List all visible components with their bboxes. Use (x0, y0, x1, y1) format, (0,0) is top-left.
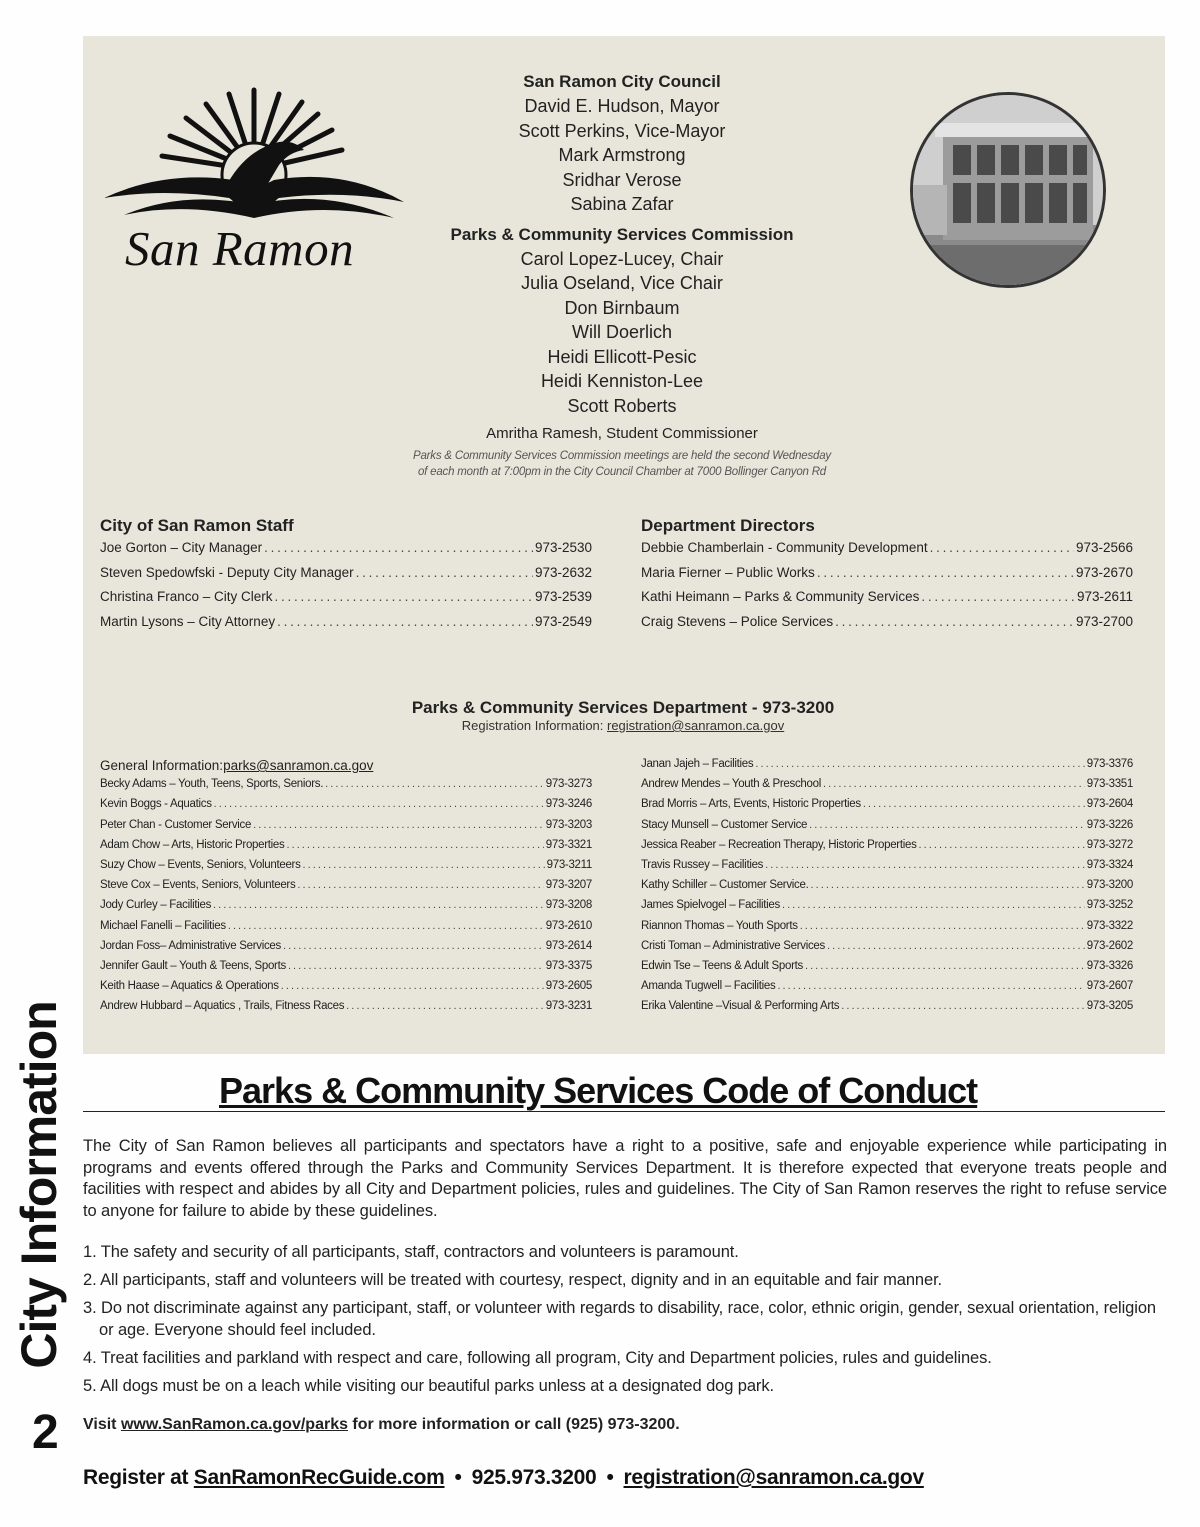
council-member: David E. Hudson, Mayor (524, 96, 720, 116)
directory-right (641, 758, 1133, 1020)
student-commissioner: Amritha Ramesh, Student Commissioner (486, 425, 758, 442)
directory-phone: 973-3211 (546, 858, 592, 871)
directory-phone: 973-3226 (1086, 818, 1133, 831)
directory-row (641, 920, 1133, 940)
commission-heading: Parks & Community Services Commission (450, 224, 794, 244)
directory-row (641, 859, 1133, 879)
section-side-label (8, 995, 70, 1375)
directory-phone: 973-3252 (1086, 899, 1133, 912)
directory-phone: 973-2607 (1086, 980, 1133, 993)
directory-phone: 973-3203 (545, 818, 592, 831)
directory-row (641, 899, 1133, 919)
directory-phone: 973-3324 (1086, 858, 1133, 871)
directory-phone: 973-3231 (545, 1000, 592, 1013)
directory-phone: 973-3326 (1086, 959, 1133, 972)
directory-name: Jessica Reaber – Recreation Therapy, Historic Properties (641, 838, 917, 851)
general-info: General Information: parks@sanramon.ca.gov (100, 758, 374, 773)
directory-phone: 973-3200 (1086, 879, 1133, 892)
meeting-note: Parks & Community Services Commission meetings are held the second Wednesday of each month at 7:00pm in the City Council Chamber at 7000 Bollinger Canyon Rd (413, 450, 831, 478)
directory-name: Andrew Mendes – Youth & Preschool (641, 778, 821, 791)
directory-row (641, 839, 1133, 859)
staff-row: Christina Franco – City Clerk . . . 973-2539 (100, 589, 592, 614)
directory-row (641, 960, 1133, 980)
directory-name: Cristi Toman – Administrative Services (641, 939, 825, 952)
directors-section (641, 516, 1133, 638)
pcsd-header (383, 698, 863, 733)
directory-name: Kevin Boggs - Aquatics (100, 798, 212, 811)
directory-phone: 973-3321 (545, 838, 592, 851)
directory-name: Travis Russey – Facilities (641, 858, 764, 871)
directory-name: Peter Chan - Customer Service (100, 818, 252, 831)
commission-member: Scott Roberts (567, 395, 677, 416)
directory-row (641, 819, 1133, 839)
director-row: Craig Stevens – Police Services . . . 973-2700 (641, 614, 1133, 639)
directory-row (100, 899, 592, 919)
directory-name: Kathy Schiller – Customer Service. (641, 879, 809, 892)
general-email-link[interactable]: parks@sanramon.ca.gov (223, 758, 374, 773)
directory-row (641, 879, 1133, 899)
directory-name: Jody Curley – Facilities (100, 899, 212, 912)
building-icon (913, 95, 1106, 288)
directory-phone: 973-3208 (545, 899, 592, 912)
directory-name: Michael Fanelli – Facilities (100, 919, 226, 932)
directory-name: Jordan Foss– Administrative Services (100, 939, 281, 952)
code-of-conduct-heading: Parks & Community Services Code of Conduct (83, 1070, 1165, 1112)
staff-row: Steven Spedowfski - Deputy City Manager . . . 973-2632 (100, 565, 592, 590)
conduct-item: 5. All dogs must be on a leach while visiting our beautiful parks unless at a designated dog park. (83, 1376, 774, 1395)
director-row: Kathi Heimann – Parks & Community Services . . . 973-2611 (641, 589, 1133, 614)
directory-phone: 973-2610 (545, 919, 592, 932)
footer: Register at SanRamonRecGuide.com • 925.973.3200 • registration@sanramon.ca.gov (83, 1466, 924, 1489)
directory-phone: 973-3246 (545, 798, 592, 811)
directory-row (641, 940, 1133, 960)
directory-row (641, 758, 1133, 778)
directory-phone: 973-3351 (1086, 778, 1133, 791)
city-hall-photo (910, 92, 1106, 288)
directory-phone: 973-3205 (1086, 1000, 1133, 1013)
directory-name: Erika Valentine –Visual & Performing Arts (641, 1000, 840, 1013)
directory-name: Becky Adams – Youth, Teens, Sports, Seniors. (100, 778, 324, 791)
conduct-item: 1. The safety and security of all participants, staff, contractors and volunteers is paramount. (83, 1243, 739, 1261)
directory-row (100, 819, 592, 839)
directory-name: Stacy Munsell – Customer Service (641, 818, 808, 831)
directory-row (100, 879, 592, 899)
council-block (392, 70, 852, 480)
directory-name: Edwin Tse – Teens & Adult Sports (641, 959, 803, 972)
directory-row (100, 980, 592, 1000)
parks-website-link[interactable]: www.SanRamon.ca.gov/parks (120, 1416, 348, 1433)
directory-phone: 973-3272 (1086, 838, 1133, 851)
logo-text: San Ramon (125, 221, 355, 276)
directory-phone: 973-2605 (545, 980, 592, 993)
code-of-conduct-intro: The City of San Ramon believes all participants and spectators have a right to a positive, safe and enjoyable experience while participating in programs and events offered through the Parks and Community Services Department. It is therefore expected that everyone treats people and facilities with respect and abides by all City and Department policies, rules and guidelines. The City of San Ramon reserves the right to refuse service to anyone for failure to abide by these guidelines. (83, 1137, 1167, 1220)
directory-left (100, 758, 592, 1020)
footer-phone: 925.973.3200 (471, 1466, 597, 1489)
council-heading: San Ramon City Council (523, 72, 721, 91)
council-member: Sabina Zafar (570, 194, 674, 214)
directory-row (100, 940, 592, 960)
directory-row (100, 1000, 592, 1020)
directory-row (100, 960, 592, 980)
directory-phone: 973-3375 (545, 959, 592, 972)
council-member: Sridhar Verose (562, 169, 682, 190)
footer-email-link[interactable]: registration@sanramon.ca.gov (623, 1466, 924, 1489)
directory-name: Brad Morris – Arts, Events, Historic Properties (641, 798, 861, 811)
directory-name: Steve Cox – Events, Seniors, Volunteers (100, 879, 296, 892)
directory-row (100, 920, 592, 940)
director-row: Debbie Chamberlain - Community Development . . . 973-2566 (641, 540, 1133, 565)
city-staff-section (100, 516, 592, 638)
directory-phone: 973-3376 (1086, 758, 1133, 770)
directory-name: Adam Chow – Arts, Historic Properties (100, 838, 285, 851)
directory-row (100, 859, 592, 879)
directory-row (641, 798, 1133, 818)
conduct-item: 2. All participants, staff and volunteers will be treated with courtesy, respect, dignity and in an equitable and fair manner. (83, 1271, 943, 1289)
directory-name: Suzy Chow – Events, Seniors, Volunteers (100, 858, 301, 871)
commission-member: Heidi Ellicott-Pesic (547, 346, 697, 367)
directory-phone: 973-2604 (1086, 798, 1133, 811)
directory-name: Jennifer Gault – Youth & Teens, Sports (100, 959, 286, 972)
commission-member: Heidi Kenniston-Lee (540, 371, 704, 391)
commission-member: Don Birnbaum (564, 297, 680, 318)
conduct-item: 4. Treat facilities and parkland with respect and care, following all program, City and Department policies, rules and guidelines. (83, 1348, 992, 1367)
registration-info: Registration Information: registration@sanramon.ca.gov (461, 718, 785, 733)
directory-phone: 973-2614 (545, 939, 592, 952)
staff-row: Martin Lysons – City Attorney . . . 973-2549 (100, 614, 592, 639)
directory-row (100, 798, 592, 818)
director-row: Maria Fierner – Public Works . . . 973-2670 (641, 565, 1133, 590)
directory-name: James Spielvogel – Facilities (641, 899, 780, 912)
directory-phone: 973-3322 (1086, 919, 1133, 932)
commission-member: Will Doerlich (571, 322, 672, 342)
registration-email-link[interactable]: registration@sanramon.ca.gov (607, 718, 785, 733)
directory-row (641, 980, 1133, 1000)
staff-row: Joe Gorton – City Manager . . . 973-2530 (100, 540, 592, 565)
pcsd-title: Parks & Community Services Department - 973-3200 (411, 698, 835, 717)
code-of-conduct-list (83, 1242, 1167, 1404)
directors-heading: Department Directors (641, 516, 815, 535)
directory-name: Riannon Thomas – Youth Sports (641, 919, 798, 932)
council-member: Mark Armstrong (558, 145, 686, 165)
rec-guide-link[interactable]: SanRamonRecGuide.com (193, 1466, 445, 1489)
commission-member: Julia Oseland, Vice Chair (521, 273, 723, 293)
directory-phone: 973-2602 (1086, 939, 1133, 952)
city-staff-heading: City of San Ramon Staff (100, 516, 294, 535)
conduct-item: 3. Do not discriminate against any participant, staff, or volunteer with regards to disability, race, color, ethnic origin, gender, sexual orientation, religion or age. Everyone should feel included. (83, 1299, 1156, 1339)
visit-line: Visit www.SanRamon.ca.gov/parks for more information or call (925) 973-3200. (83, 1416, 680, 1433)
directory-row (100, 778, 592, 798)
side-label-text: City Information (11, 1001, 67, 1369)
council-member: Scott Perkins, Vice-Mayor (518, 120, 726, 141)
directory-phone: 973-3273 (545, 778, 592, 791)
directory-name: Janan Jajeh – Facilities (641, 758, 754, 770)
directory-name: Amanda Tugwell – Facilities (641, 980, 776, 993)
directory-phone: 973-3207 (545, 879, 592, 892)
directory-row (100, 839, 592, 859)
page-number: 2 (32, 1406, 59, 1459)
directory-row (641, 778, 1133, 798)
directory-row (641, 1000, 1133, 1020)
directory-name: Andrew Hubbard – Aquatics , Trails, Fitness Races (100, 1000, 345, 1013)
directory-name: Keith Haase – Aquatics & Operations (100, 980, 279, 993)
commission-member: Carol Lopez-Lucey, Chair (520, 248, 724, 269)
